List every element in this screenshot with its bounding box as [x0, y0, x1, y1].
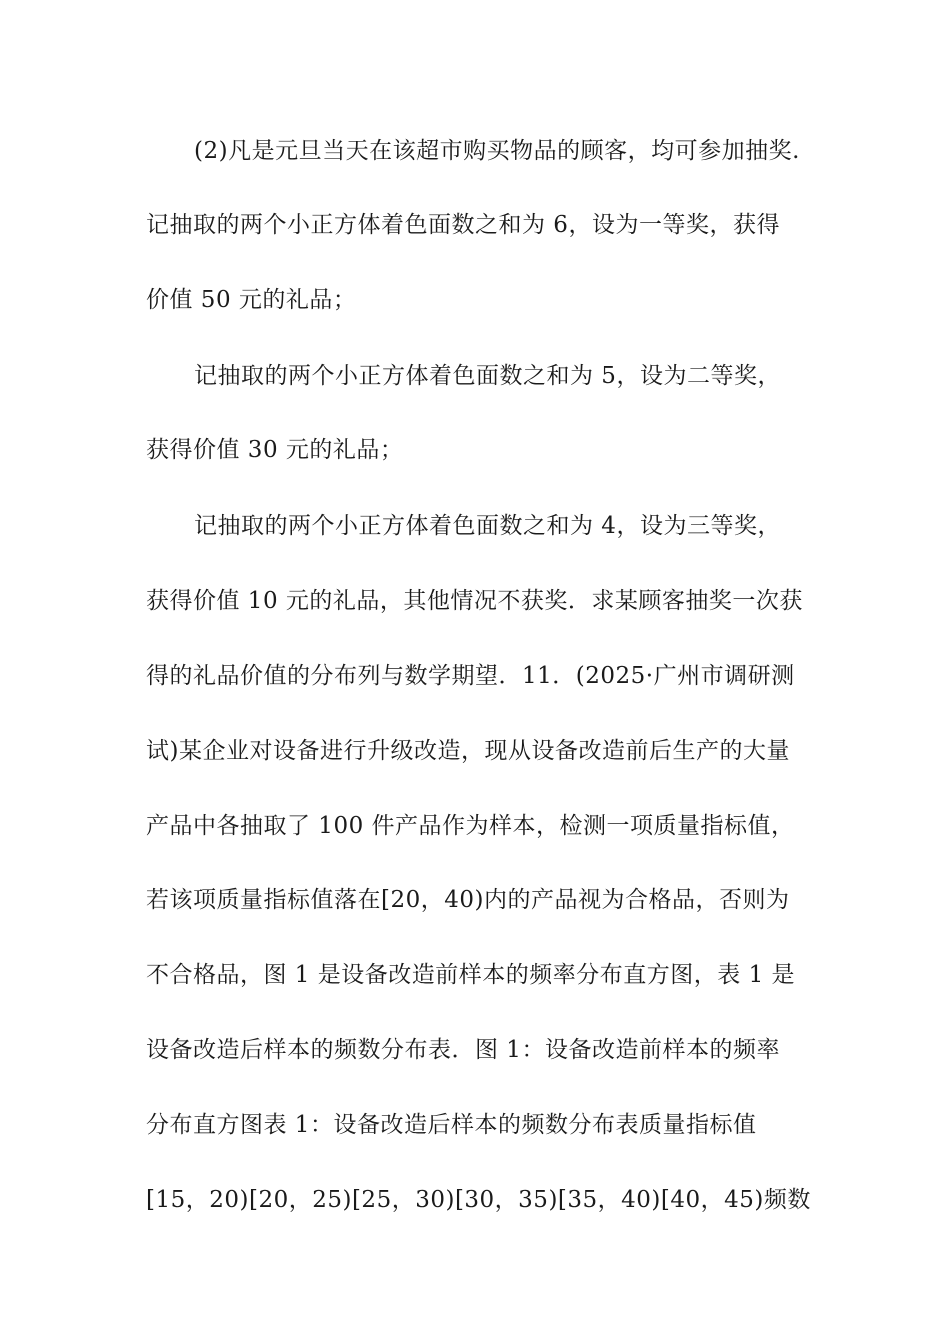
paragraph-line-11: 若该项质量指标值落在[20，40)内的产品视为合格品，否则为 — [146, 887, 790, 913]
paragraph-line-2: 记抽取的两个小正方体着色面数之和为 6，设为一等奖，获得 — [146, 212, 780, 238]
paragraph-line-15: [15，20)[20，25)[25，30)[30，35)[35，40)[40，45)频数 — [146, 1187, 811, 1213]
paragraph-line-3: 价值 50 元的礼品； — [146, 287, 357, 313]
paragraph-line-8: 得的礼品价值的分布列与数学期望．11．(2025·广州市调研测 — [146, 663, 795, 689]
paragraph-line-9: 试)某企业对设备进行升级改造，现从设备改造前后生产的大量 — [146, 738, 790, 764]
paragraph-line-4: 记抽取的两个小正方体着色面数之和为 5，设为二等奖， — [194, 363, 781, 389]
paragraph-line-13: 设备改造后样本的频数分布表．图 1：设备改造前样本的频率 — [146, 1037, 780, 1063]
paragraph-line-7: 获得价值 10 元的礼品，其他情况不获奖．求某顾客抽奖一次获 — [146, 588, 803, 614]
paragraph-line-1: (2)凡是元旦当天在该超市购买物品的顾客，均可参加抽奖. — [194, 138, 800, 164]
paragraph-line-6: 记抽取的两个小正方体着色面数之和为 4，设为三等奖， — [194, 513, 781, 539]
paragraph-line-12: 不合格品，图 1 是设备改造前样本的频率分布直方图，表 1 是 — [146, 962, 796, 988]
paragraph-line-14: 分布直方图表 1：设备改造后样本的频数分布表质量指标值 — [146, 1112, 757, 1138]
paragraph-line-10: 产品中各抽取了 100 件产品作为样本，检测一项质量指标值， — [146, 813, 795, 839]
paragraph-line-5: 获得价值 30 元的礼品； — [146, 437, 404, 463]
